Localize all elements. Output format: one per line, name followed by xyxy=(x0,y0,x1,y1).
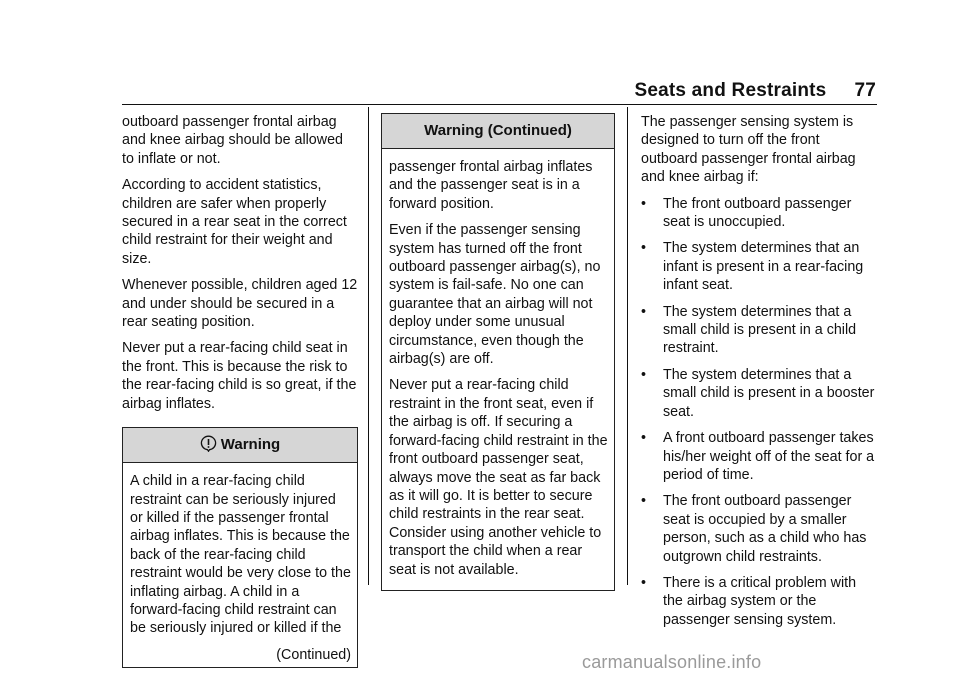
intro-paragraph: The passenger sensing system is designed to turn off the front outboard passenger frontal airbag and knee airbag if: xyxy=(641,114,856,186)
warning-title-bar xyxy=(123,428,357,463)
page-header xyxy=(600,80,876,102)
warning-body xyxy=(123,463,357,667)
list-item: • The system determines that a small child is present in a child restraint. xyxy=(641,303,857,357)
page-number: 77 xyxy=(854,80,876,101)
column-divider-2 xyxy=(627,107,628,585)
paragraph: According to accident statistics, children are safer when properly secured in a rear seat in the correct child restraint for their weight and size. xyxy=(122,177,347,267)
bullet-icon: • xyxy=(641,493,647,510)
condition-list xyxy=(641,195,877,630)
list-item: • The front outboard passenger seat is occupied by a smaller person, such as a child who has outgrown child restraints. xyxy=(641,493,867,565)
warning-text: A child in a rear-facing child restraint can be seriously injured or killed if the passenger frontal airbag inflates. This is because the back of the rear-facing child restraint would be very close to the inflating airbag. A child in a forward-facing child restraint can be seriously injured or killed if the xyxy=(130,473,351,637)
list-item: • A front outboard passenger takes his/her weight off of the seat for a period of time. xyxy=(641,430,875,483)
watermark: carmanualsonline.info xyxy=(582,652,762,672)
warning-continued-body xyxy=(382,149,614,590)
bullet-icon: • xyxy=(641,366,647,383)
header-rule xyxy=(122,104,877,105)
paragraph: outboard passenger frontal airbag and knee airbag should be allowed to inflate or not. xyxy=(122,114,343,167)
list-item: • The system determines that a small child is present in a booster seat. xyxy=(641,366,875,420)
column-1 xyxy=(122,113,358,668)
list-item: • The system determines that an infant is present in a rear-facing infant seat. xyxy=(641,240,864,294)
column-divider-1 xyxy=(368,107,369,585)
warning-continued-title: Warning (Continued) xyxy=(382,114,614,149)
paragraph: Never put a rear-facing child seat in the front. This is because the risk to the rear-facing child is so great, if the airbag inflates. xyxy=(122,340,357,412)
column-3 xyxy=(641,113,877,637)
warning-box xyxy=(122,427,358,668)
list-item: • The front outboard passenger seat is unoccupied. xyxy=(641,195,852,231)
list-item: • There is a critical problem with the airbag system or the passenger sensing system. xyxy=(641,574,857,628)
bullet-icon: • xyxy=(641,303,647,320)
paragraph: Whenever possible, children aged 12 and under should be secured in a rear seating position. xyxy=(122,277,358,331)
bullet-icon: • xyxy=(641,240,647,257)
warning-paragraph: Even if the passenger sensing system has turned off the front outboard passenger airbag(s), no system is fail-safe. No one can guarantee that an airbag will not deploy under some unusual circumstance, even though the airbag(s) are off. xyxy=(389,222,601,368)
warning-title: Warning xyxy=(220,436,281,454)
warning-icon xyxy=(200,431,217,465)
bullet-icon: • xyxy=(641,574,647,591)
bullet-icon: • xyxy=(641,430,647,447)
warning-paragraph: Never put a rear-facing child restraint in the front seat, even if the airbag is off. If securing a forward-facing child restraint in the front outboard passenger seat, always move the seat as far back as it will go. It is better to secure child restraints in the rear seat. Consider using another vehicle to transport the child when a rear seat is not available. xyxy=(389,377,608,578)
column-2 xyxy=(381,113,615,591)
continued-label: (Continued) xyxy=(276,646,351,663)
section-title: Seats and Restraints xyxy=(634,80,827,101)
warning-continued-box xyxy=(381,113,615,591)
bullet-icon: • xyxy=(641,195,647,212)
warning-paragraph: passenger frontal airbag inflates and the passenger seat is in a forward position. xyxy=(389,159,593,212)
